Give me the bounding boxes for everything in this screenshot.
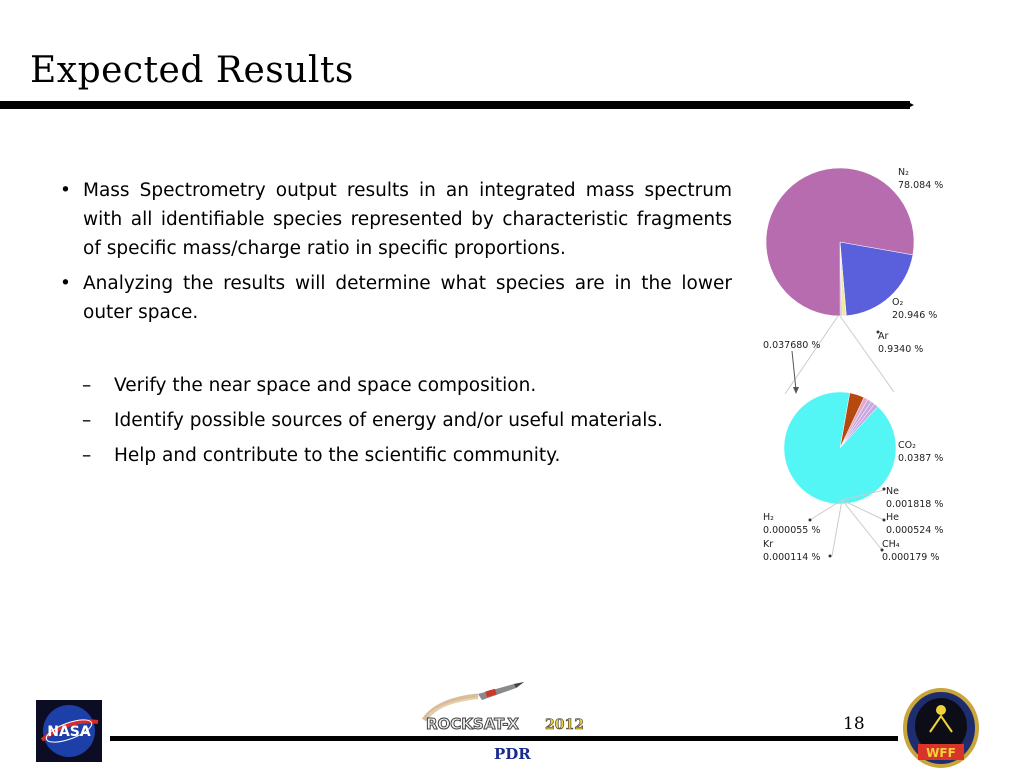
leader-kr <box>832 500 842 556</box>
label-co2: CO₂ <box>898 440 916 451</box>
sub-mark: – <box>82 410 92 431</box>
kr-dot <box>829 555 832 558</box>
label-ne: Ne <box>886 486 899 497</box>
pie-trace-gases <box>784 392 896 504</box>
value-he: 0.000524 % <box>886 525 944 536</box>
wff-mission-patch-icon <box>902 688 980 768</box>
atmosphere-composition-chart <box>758 158 954 568</box>
rocksat-wordmark: ROCKSAT-X <box>426 715 519 733</box>
sub-item <box>60 406 732 435</box>
label-ar: Ar <box>878 331 889 342</box>
pie-slice-co2 <box>784 392 896 504</box>
rocksat-year: 2012 <box>545 717 584 733</box>
sub-text: Help and contribute to the scientific community. <box>114 445 561 466</box>
value-n2: 78.084 % <box>898 180 944 191</box>
leader-h2 <box>810 500 842 520</box>
value-other: 0.037680 % <box>763 340 821 351</box>
sub-text: Identify possible sources of energy and/or useful materials. <box>114 410 663 431</box>
sub-mark: – <box>82 375 92 396</box>
title-underline-tip <box>906 101 914 109</box>
leader-he <box>842 500 884 520</box>
label-kr: Kr <box>763 539 774 550</box>
spacer <box>60 333 732 371</box>
pie-major-gases <box>766 168 914 316</box>
label-h2: H₂ <box>763 512 774 523</box>
title-underline <box>0 101 910 109</box>
value-ch4: 0.000179 % <box>882 552 940 563</box>
value-ne: 0.001818 % <box>886 499 944 510</box>
value-ar: 0.9340 % <box>878 344 924 355</box>
value-h2: 0.000055 % <box>763 525 821 536</box>
h2-dot <box>809 519 812 522</box>
callout-arrow-head <box>793 387 799 394</box>
label-n2: N₂ <box>898 167 909 178</box>
value-o2: 20.946 % <box>892 310 938 321</box>
pdr-label: PDR <box>494 745 531 763</box>
nasa-logo-text: NASA <box>47 724 91 740</box>
label-o2: O₂ <box>892 297 904 308</box>
connector-line-left <box>785 316 838 394</box>
value-co2: 0.0387 % <box>898 453 944 464</box>
wff-patch-text: WFF <box>926 746 956 760</box>
sub-item <box>60 371 732 400</box>
label-he: He <box>886 512 899 523</box>
sub-text: Verify the near space and space composition. <box>114 375 537 396</box>
bullet-text: Analyzing the results will determine what species are in the lower outer space. <box>83 273 732 323</box>
slide-content <box>60 176 732 476</box>
bullet-item <box>60 269 732 327</box>
bullet-mark: • <box>60 273 71 294</box>
bullet-text: Mass Spectrometry output results in an integrated mass spectrum with all identifiable species represented by characteristic fragments of specific mass/charge ratio in specific proportions. <box>83 180 732 259</box>
callout-arrow-line <box>792 351 796 390</box>
bullet-item <box>60 176 732 263</box>
nasa-logo-icon <box>36 700 102 762</box>
page-number: 18 <box>843 714 865 734</box>
bullet-mark: • <box>60 180 71 201</box>
slide-title: Expected Results <box>30 50 354 91</box>
sub-mark: – <box>82 445 92 466</box>
label-ch4: CH₄ <box>882 539 900 550</box>
value-kr: 0.000114 % <box>763 552 821 563</box>
sub-item <box>60 441 732 470</box>
leader-ch4 <box>842 500 882 550</box>
